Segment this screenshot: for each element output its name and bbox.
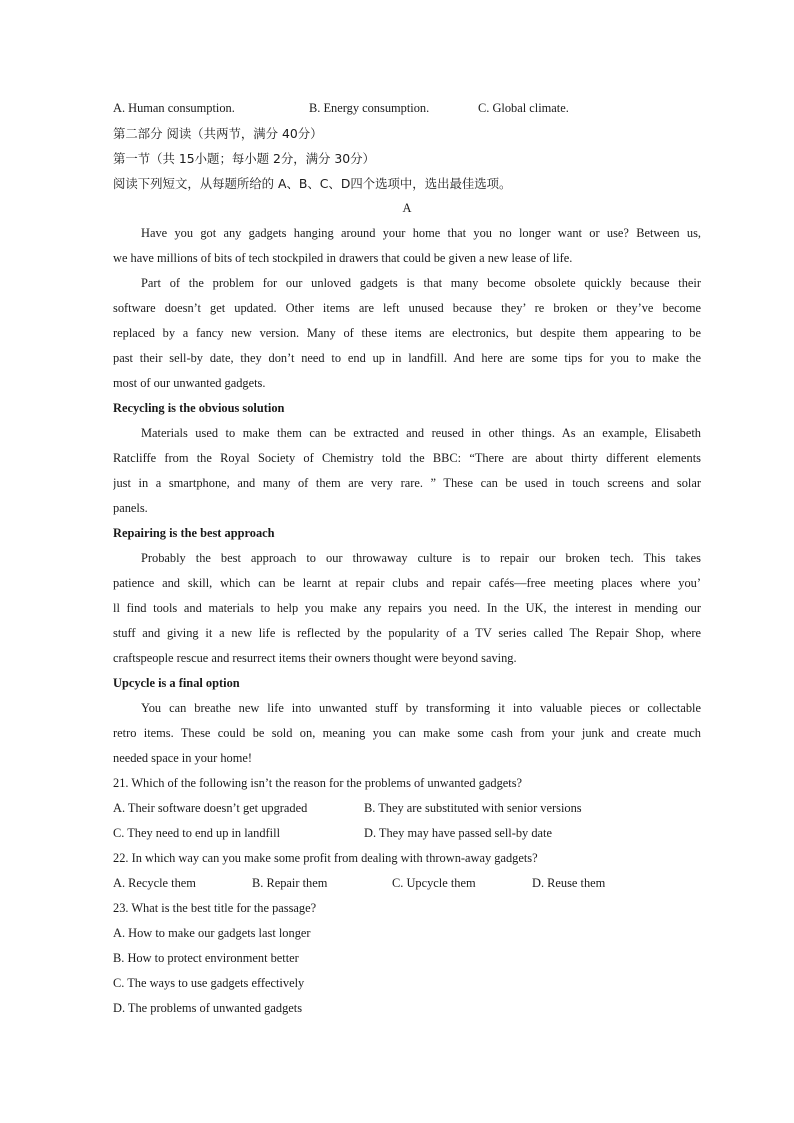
paragraph-line: Have you got any gadgets hanging around your home that you no longer want or use? Between us, [141,226,701,240]
option-row [113,871,701,896]
option-b: B. They are substituted with senior versions [364,801,582,815]
paragraph-line: needed space in your home! [113,751,252,765]
paragraph-line: replaced by a fancy new version. Many of these items are electronics, but despite them appearing to be [113,326,701,340]
previous-question-options [113,96,701,121]
option-a: A. How to make our gadgets last longer [113,926,311,940]
option-b: B. Repair them [252,876,328,890]
question-23 [113,896,701,1021]
paragraph-line: Materials used to make them can be extracted and reused in other things. As an example, Elisabeth [141,426,701,440]
paragraph-line: Part of the problem for our unloved gadgets is that many become obsolete quickly because their [141,276,701,290]
option-d: D. They may have passed sell-by date [364,826,552,840]
question-stem: 22. In which way can you make some profit from dealing with thrown-away gadgets? [113,851,538,865]
option-c: C. Global climate. [478,101,569,115]
paragraph-line: Probably the best approach to our throwaway culture is to repair our broken tech. This takes [141,551,701,565]
option-row [113,796,701,821]
question-21 [113,771,701,846]
paragraph-line: patience and skill, which can be learnt at repair clubs and repair cafés—free meeting places where you’ [113,576,701,590]
question-22 [113,846,701,896]
paragraph-line: past their sell-by date, they don’t need to end up in landfill. And here are some tips for you to make the [113,351,701,365]
section-heading: Recycling is the obvious solution [113,401,285,415]
paragraph-line: retro items. These could be sold on, meaning you can make some cash from your junk and create much [113,726,701,740]
paragraph-line: craftspeople rescue and resurrect items their owners thought were beyond saving. [113,651,517,665]
paragraph-line: we have millions of bits of tech stockpiled in drawers that could be given a new lease of life. [113,251,573,265]
section-heading: Repairing is the best approach [113,526,275,540]
option-d: D. Reuse them [532,876,606,890]
paragraph-line: panels. [113,501,148,515]
exam-page [113,96,701,1021]
question-stem: 23. What is the best title for the passage? [113,901,317,915]
question-stem: 21. Which of the following isn’t the reason for the problems of unwanted gadgets? [113,776,523,790]
paragraph-line: software doesn’t get updated. Other items are left unused because they’ re broken or they’ve become [113,301,701,315]
paragraph-line: stuff and giving it a new life is reflected by the popularity of a TV series called The Repair Shop, where [113,626,701,640]
option-row [113,821,701,846]
section-header: 第二部分 阅读（共两节，满分 40分） [113,126,323,141]
option-a: A. Human consumption. [113,101,235,115]
option-a: A. Recycle them [113,876,196,890]
option-a: A. Their software doesn’t get upgraded [113,801,308,815]
option-c: C. The ways to use gadgets effectively [113,976,305,990]
subsection-header: 第一节（共 15小题；每小题 2分，满分 30分） [113,151,375,166]
option-c: C. They need to end up in landfill [113,826,281,840]
paragraph-line: most of our unwanted gadgets. [113,376,266,390]
paragraph-line: You can breathe new life into unwanted stuff by transforming it into valuable pieces or collectable [141,701,701,715]
option-c: C. Upcycle them [392,876,476,890]
paragraph-line: just in a smartphone, and many of them are very rare. ” These can be used in touch screens and solar [113,476,701,490]
instructions: 阅读下列短文，从每题所给的 A、B、C、D四个选项中，选出最佳选项。 [113,176,512,191]
passage [113,221,701,771]
option-d: D. The problems of unwanted gadgets [113,1001,303,1015]
paragraph-line: ll find tools and materials to help you make any repairs you need. In the UK, the interest in mending our [113,601,701,615]
passage-label: A [402,201,412,215]
section-heading: Upcycle is a final option [113,676,240,690]
option-b: B. Energy consumption. [309,101,430,115]
paragraph-line: Ratcliffe from the Royal Society of Chemistry told the BBC: “There are about thirty different elements [113,451,701,465]
option-b: B. How to protect environment better [113,951,299,965]
